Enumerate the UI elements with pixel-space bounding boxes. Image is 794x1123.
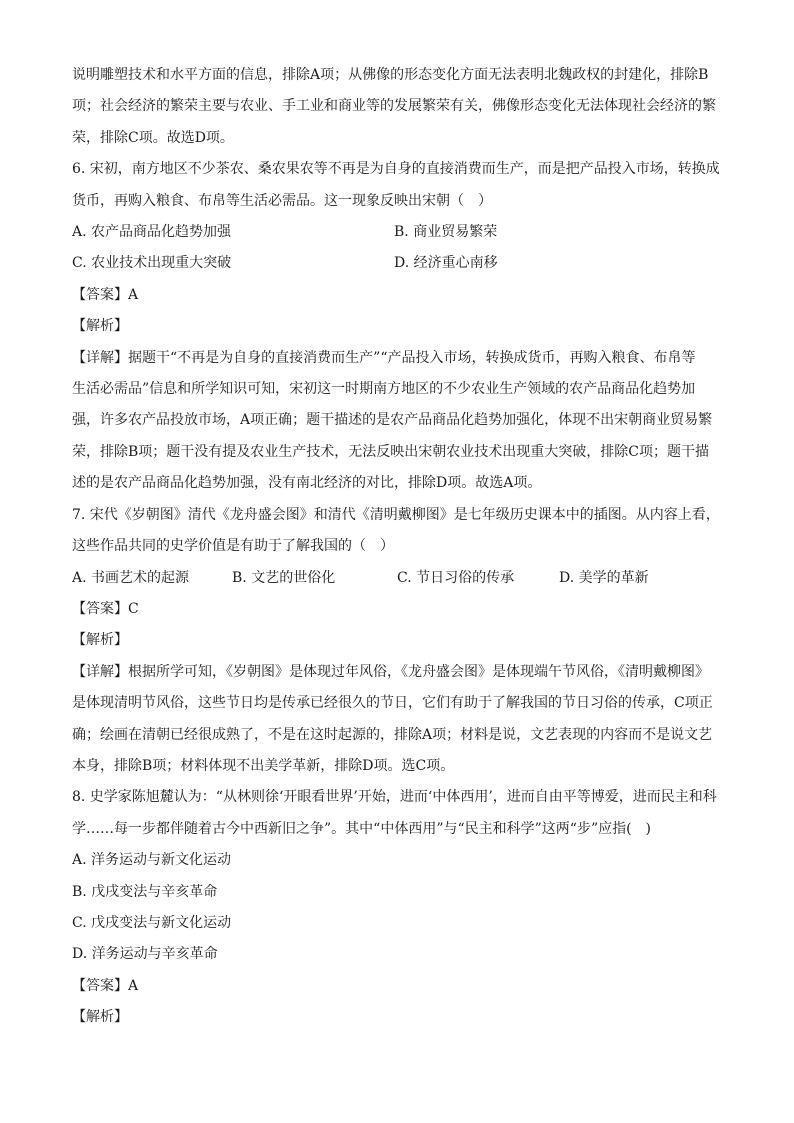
detail-line: 强，许多农产品投放市场，A项正确；题干描述的是农产品商品化趋势加强化，体现不出宋朝商业贸易繁 [72, 412, 713, 429]
question-5-explanation-tail [72, 60, 732, 154]
option-b: B. 文艺的世俗化 [232, 569, 336, 586]
option-a: A. 洋务运动与新文化运动 [72, 852, 232, 869]
answer: 【答案】A [72, 286, 139, 303]
detail-line: 本身，排除B项；材料体现不出美学革新，排除D项。选C项。 [72, 757, 455, 774]
option-a: A. 书画艺术的起源 [72, 569, 190, 586]
detail-line: 【详解】根据所学可知，《岁朝图》是体现过年风俗，《龙舟盛会图》是体现端午节风俗，《清明戴柳图》 [72, 663, 709, 680]
detail-line: 确；绘画在清朝已经很成熟了，不是在这时起源的，排除A项；材料是说，文艺表现的内容而不是说文艺 [72, 726, 713, 743]
answer: 【答案】A [72, 977, 139, 994]
option-c: C. 戊戌变法与新文化运动 [72, 914, 232, 931]
option-d: D. 经济重心南移 [394, 255, 498, 272]
option-a: A. 农产品商品化趋势加强 [72, 224, 232, 241]
detail-line: 【详解】据题干“不再是为自身的直接消费而生产”“产品投入市场，转换成货币，再购入粮食、布帛等 [72, 349, 696, 366]
text-line: 说明雕塑技术和水平方面的信息，排除A项；从佛像的形态变化方面无法表明北魏政权的封建化，排除B [72, 67, 709, 83]
option-b: B. 商业贸易繁荣 [394, 224, 498, 241]
question-8 [72, 782, 732, 1033]
text-line: 荣，排除C项。故选D项。 [72, 129, 234, 146]
option-c: C. 农业技术出现重大突破 [72, 255, 232, 272]
options [72, 563, 732, 594]
question-stem: 8. 史学家陈旭麓认为：“从林则徐‘开眼看世界’开始，进而‘中体西用’，进而自由平等博爱，进而民主和科 [72, 789, 717, 806]
question-stem: 学……每一步都伴随着古今中西新旧之争”。其中“中体西用”与“民主和科学”这两“步”应指( ) [72, 820, 652, 837]
text-line: 项；社会经济的繁荣主要与农业、手工业和商业等的发展繁荣有关，佛像形态变化无法体现社会经济的繁 [72, 98, 716, 115]
options [72, 217, 732, 280]
detail-line: 是体现清明节风俗，这些节日均是传承已经很久的节日，它们有助于了解我国的节日习俗的传承，C项正 [72, 695, 713, 712]
question-stem: 6. 宋初，南方地区不少茶农、桑农果农等不再是为自身的直接消费而生产，而是把产品投入市场，转换成 [72, 161, 720, 178]
analysis-heading: 【解析】 [72, 632, 128, 649]
question-6 [72, 154, 732, 499]
option-d: D. 美学的革新 [559, 569, 649, 586]
detail-line: 荣，排除B项；题干没有提及农业生产技术，无法反映出宋朝农业技术出现重大突破，排除C项；题干描 [72, 443, 709, 460]
detail-line: 述的是农产品商品化趋势加强，没有南北经济的对比，排除D项。故选A项。 [72, 475, 542, 492]
analysis-heading: 【解析】 [72, 318, 128, 335]
detail-line: 生活必需品”信息和所学知识可知，宋初这一时期南方地区的不少农业生产领域的农产品商品化趋势加 [72, 381, 696, 398]
question-stem: 这些作品共同的史学价值是有助于了解我国的（ ） [72, 538, 394, 555]
document-page [72, 60, 732, 1034]
answer: 【答案】C [72, 600, 139, 617]
analysis-heading: 【解析】 [72, 1009, 128, 1026]
question-stem: 7. 宋代《岁朝图》清代《龙舟盛会图》和清代《清明戴柳图》是七年级历史课本中的插图。从内容上看， [72, 506, 720, 523]
question-stem: 货币，再购入粮食、布帛等生活必需品。这一现象反映出宋朝（ ） [72, 192, 492, 209]
option-b: B. 戊戌变法与辛亥革命 [72, 883, 218, 900]
option-d: D. 洋务运动与辛亥革命 [72, 946, 218, 963]
option-c: C. 节日习俗的传承 [397, 569, 515, 586]
question-7 [72, 500, 732, 783]
